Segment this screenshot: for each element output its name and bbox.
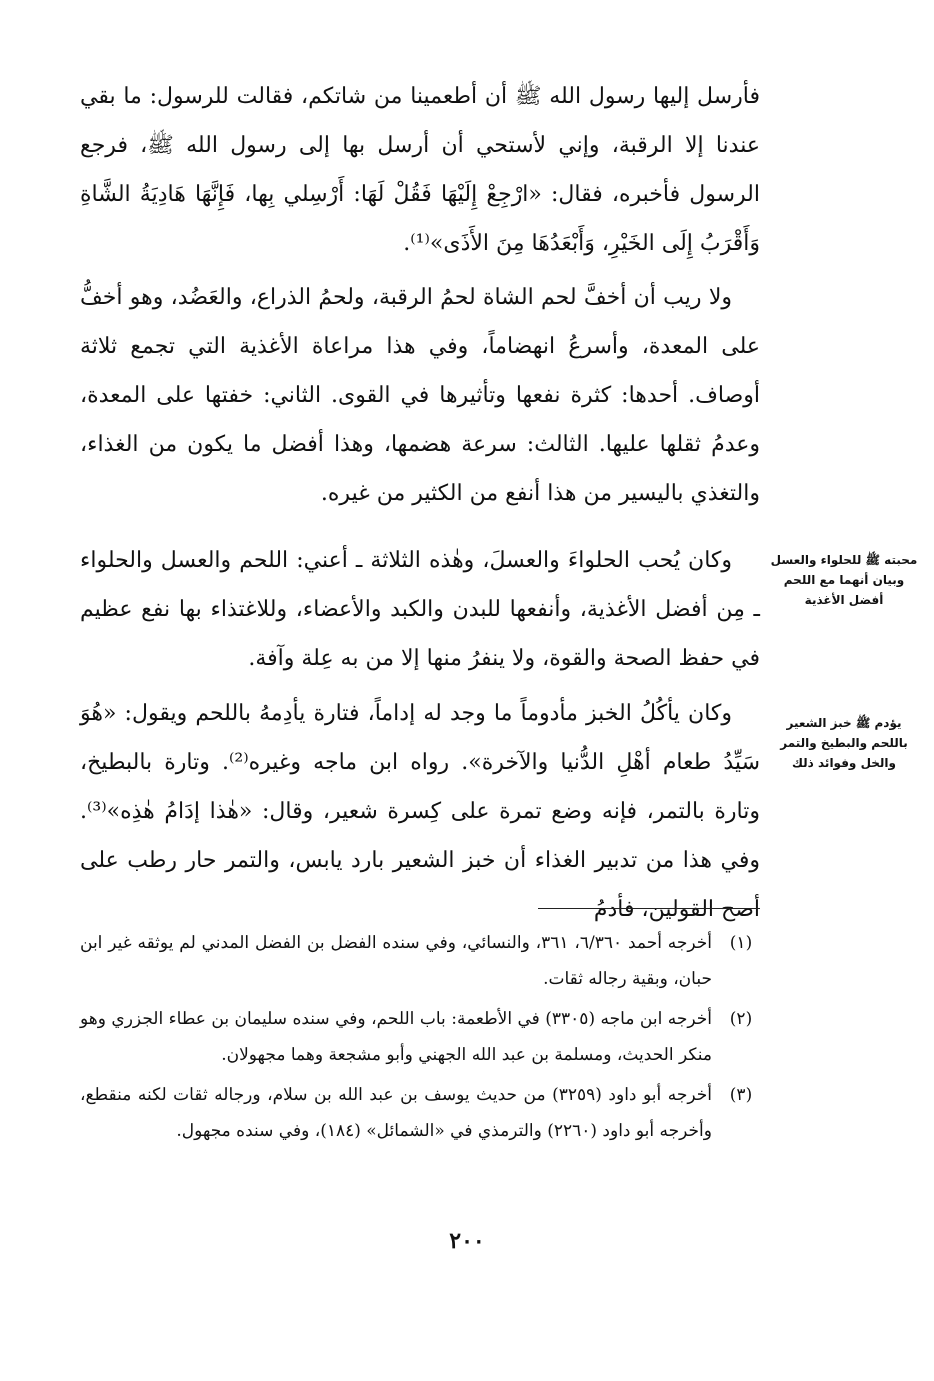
margin-note-sweets-honey: محبته ﷺ للحلواء والعسل وبيان أنهما مع اللحم أفضل الأغذية — [770, 553, 918, 607]
footnote-1 — [80, 925, 770, 997]
footnote-separator — [538, 908, 760, 909]
paragraph-3: وكان يُحب الحلواءَ والعسلَ، وهٰذه الثلاثة ـ أعني: اللحم والعسل والحلواء ـ مِن أفضل الأغذية، وأنفعها للبدن والكبد والأعضاء، وللاغتذاء بها نفع عظيم في حفظ الصحة والقوة، ولا ينفرُ منها إلا من به عِلة وآفة. — [80, 548, 760, 671]
footnote-2 — [80, 1001, 770, 1073]
footnote-text: أخرجه ابن ماجه (٣٣٠٥) في الأطعمة: باب اللحم، وفي سنده سليمان بن عطاء الجزري وهو منكر الحديث، ومسلمة بن عبد الله الجهني وأبو مشجعة وهما مجهولان. — [80, 1009, 712, 1065]
footnote-number: (٣) — [729, 1085, 753, 1105]
paragraph-1: فأرسل إليها رسول الله ﷺ أن أطعمينا من شاتكم، فقالت للرسول: ما بقي عندنا إلا الرقبة، وإني لأستحي أن أرسل بها إلى رسول الله ﷺ، فرجع الرسول فأخبره، فقال: «ارْجِعْ إِلَيْهَا فَقُلْ لَهَا: أَرْسِلي بِها، فَإِنَّهَا هَادِيَةُ الشَّاةِ وَأَقْرَبُ إِلَى الخَيْرِ، وَأَبْعَدُهَا مِنَ الأَذَى»⁽¹⁾. — [80, 84, 760, 256]
footnote-number: (٢) — [729, 1009, 753, 1029]
footnote-number: (١) — [729, 933, 753, 953]
footnote-text: أخرجه أبو داود (٣٢٥٩) من حديث يوسف بن عبد الله بن سلام، ورجاله ثقات لكنه منقطع، وأخرجه أبو داود (٢٢٦٠) والترمذي في «الشمائل» (١٨٤)، وفي سنده مجهول. — [80, 1085, 712, 1141]
page-number: ٢٠٠ — [449, 1228, 485, 1254]
paragraph-4: وكان يأكُلُ الخبز مأدوماً ما وجد له إداماً، فتارة يأدِمهُ باللحم ويقول: «هُوَ سَيِّدُ طعام أهْلِ الدُّنيا والآخرة». رواه ابن ماجه وغيره⁽²⁾. وتارة بالبطيخ، وتارة بالتمر، فإنه وضع تمرة على كِسرة شعير، وقال: «هٰذا إدَامُ هٰذِه»⁽³⁾. وفي هذا من تدبير الغذاء أن خبز الشعير بارد يابس، والتمر حار رطب على أصح القولين، فأدمُ — [80, 701, 760, 922]
footnote-3 — [80, 1077, 770, 1149]
footnotes-section — [80, 925, 770, 1153]
paragraph-2: ولا ريب أن أخفَّ لحم الشاة لحمُ الرقبة، ولحمُ الذراع، والعَضُد، وهو أخفُّ على المعدة، وأسرعُ انهضاماً، وفي هذا مراعاة الأغذية التي تجمع ثلاثة أوصاف. أحدها: كثرة نفعها وتأثيرها في القوى. الثاني: خفتها على المعدة، وعدمُ ثقلها عليها. الثالث: سرعة هضمها، وهذا أفضل ما يكون من الغذاء، والتغذي باليسير من هذا أنفع من الكثير من غيره. — [80, 285, 760, 506]
margin-note-barley-bread: يؤدم ﷺ خبز الشعير باللحم والبطيخ والتمر والخل وفوائد ذلك — [780, 716, 908, 770]
footnote-text: أخرجه أحمد ٦/٣٦٠، ٣٦١، والنسائي، وفي سنده الفضل بن الفضل المدني لم يوثقه غير ابن حبان، وبقية رجاله ثقات. — [80, 933, 713, 989]
